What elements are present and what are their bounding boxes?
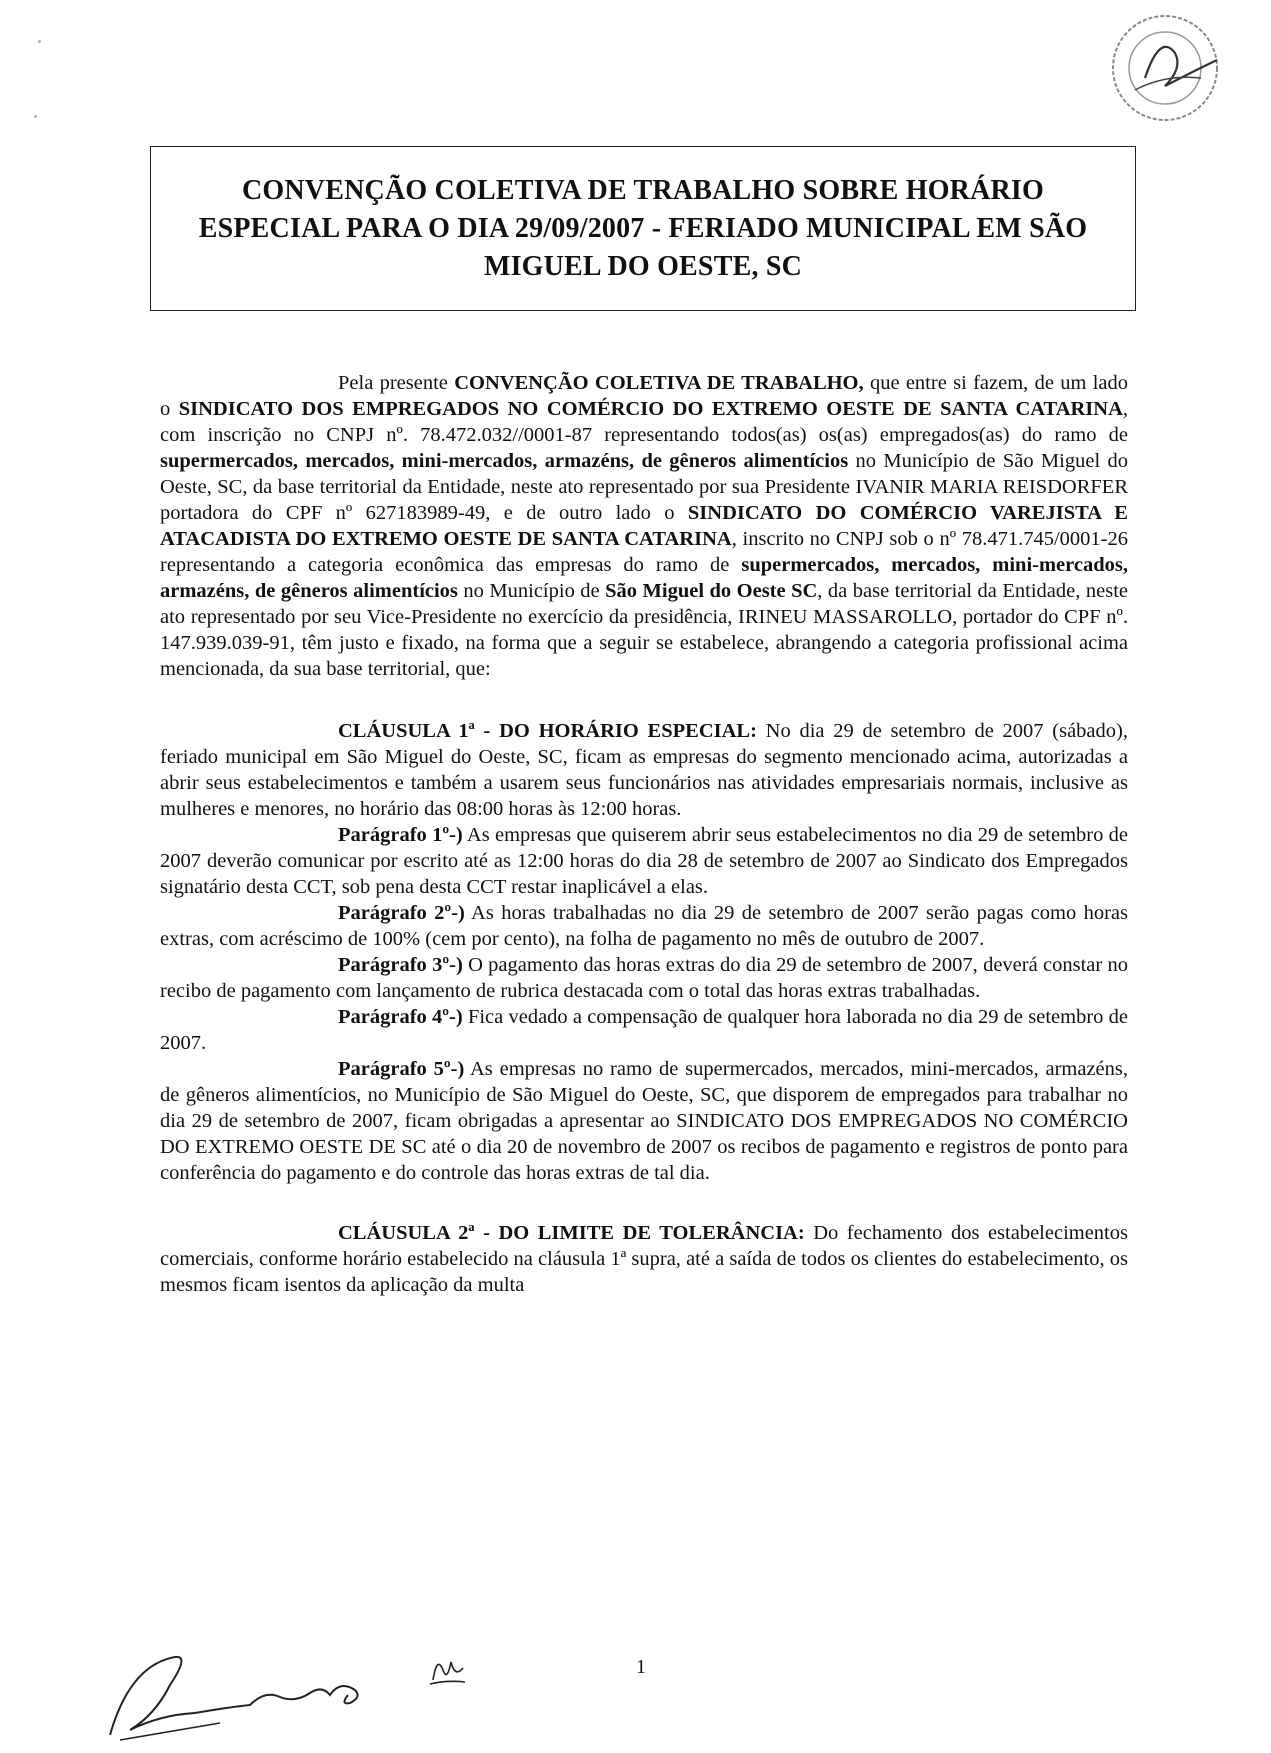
clause-2 xyxy=(160,1220,1128,1298)
document-title-box xyxy=(150,146,1136,311)
initials-icon xyxy=(425,1650,470,1690)
intro-text: , com inscrição no CNPJ nº. 78.472.032//0001-87 representando todos(as) os(as) empregados(as) do ramo de xyxy=(160,398,1129,446)
intro-text: no Município de São Miguel do Oeste, SC, da base territorial da Entidade, neste ato representado por sua Presidente IVANIR MARIA REISDORFER portadora do CPF nº 627183989-49, e de outro lado o xyxy=(160,450,1128,524)
union-employers-name: SINDICATO DO COMÉRCIO VAREJISTA E ATACADISTA DO EXTREMO OESTE DE SANTA CATARINA xyxy=(160,502,1128,550)
paragraph-3 xyxy=(160,952,1128,1004)
paragraph-text: As horas trabalhadas no dia 29 de setembro de 2007 serão pagas como horas extras, com acréscimo de 100% (cem por cento), na folha de pagamento no mês de outubro de 2007. xyxy=(160,902,1128,950)
intro-bold: supermercados, mercados, mini-mercados, armazéns, de gêneros alimentícios xyxy=(160,554,1128,602)
intro-text: , da base territorial da Entidade, neste ato representado por seu Vice-Presidente no exercício da presidência, IRINEU MASSAROLLO, portador do CPF nº. 147.939.039-91, têm justo e fixado, na forma que a seguir se estabelece, abrangendo a categoria profissional acima mencionada, da sua base territorial, que: xyxy=(160,580,1128,680)
intro-bold: São Miguel do Oeste SC xyxy=(605,580,818,602)
title-line: ESPECIAL PARA O DIA 29/09/2007 - FERIADO MUNICIPAL EM SÃO xyxy=(198,212,1088,244)
scan-speck xyxy=(34,115,37,118)
title-line: CONVENÇÃO COLETIVA DE TRABALHO SOBRE HORÁRIO xyxy=(241,174,1045,206)
paragraph-5 xyxy=(160,1056,1128,1186)
clause-1-text: No dia 29 de setembro de 2007 (sábado), feriado municipal em São Miguel do Oeste, SC, ficam as empresas do segmento mencionado acima, autorizadas a abrir seus estabelecimentos e também a usarem seus funcionários nas atividades empresariais normais, inclusive as mulheres e menores, no horário das 08:00 horas às 12:00 horas. xyxy=(160,720,1128,820)
intro-paragraph xyxy=(160,370,1128,682)
official-stamp-icon xyxy=(1105,8,1225,128)
intro-text: que entre si fazem, de um lado o xyxy=(160,372,1129,420)
intro-text: , inscrito no CNPJ sob o nº 78.471.745/0001-26 representando a categoria econômica das empresas do ramo de xyxy=(160,528,1129,576)
union-employees-name: SINDICATO DOS EMPREGADOS NO COMÉRCIO DO EXTREMO OESTE DE SANTA CATARINA xyxy=(178,398,1123,420)
paragraph-label: Parágrafo 5º-) xyxy=(338,1058,465,1080)
clause-2-heading: CLÁUSULA 2ª - DO LIMITE DE TOLERÂNCIA: xyxy=(338,1222,805,1244)
document-body xyxy=(160,370,1128,1298)
paragraph-label: Parágrafo 3º-) xyxy=(338,954,463,976)
clause-2-text: Do fechamento dos estabelecimentos comerciais, conforme horário estabelecido na cláusula 1ª supra, até a saída de todos os clientes do estabelecimento, os mesmos ficam isentos da aplicação da multa xyxy=(160,1222,1128,1296)
paragraph-text: O pagamento das horas extras do dia 29 de setembro de 2007, deverá constar no recibo de pagamento com lançamento de rubrica destacada com o total das horas extras trabalhadas. xyxy=(160,954,1128,1002)
paragraph-1 xyxy=(160,822,1128,900)
paragraph-label: Parágrafo 1º-) xyxy=(338,824,463,846)
intro-text: Pela presente xyxy=(338,372,455,394)
intro-text: no Município de xyxy=(457,580,606,602)
paragraph-label: Parágrafo 2º-) xyxy=(338,902,465,924)
paragraph-label: Parágrafo 4º-) xyxy=(338,1006,463,1028)
paragraph-2 xyxy=(160,900,1128,952)
paragraph-text: Fica vedado a compensação de qualquer hora laborada no dia 29 de setembro de 2007. xyxy=(160,1006,1129,1054)
scan-speck xyxy=(38,40,41,43)
paragraph-text: As empresas no ramo de supermercados, mercados, mini-mercados, armazéns, de gêneros alimentícios, no Município de São Miguel do Oeste, SC, que disporem de empregados para trabalhar no dia 29 de setembro de 2007, ficam obrigadas a apresentar ao SINDICATO DOS EMPREGADOS NO COMÉRCIO DO EXTREMO OESTE DE SC até o dia 20 de novembro de 2007 os recibos de pagamento e registros de ponto para conferência do pagamento e do controle das horas extras de tal dia. xyxy=(160,1058,1128,1184)
signature-icon xyxy=(100,1645,400,1745)
intro-bold: supermercados, mercados, mini-mercados, armazéns, de gêneros alimentícios xyxy=(160,450,849,472)
clause-1-heading: CLÁUSULA 1ª - DO HORÁRIO ESPECIAL: xyxy=(338,720,757,742)
clause-1 xyxy=(160,718,1128,822)
paragraph-4 xyxy=(160,1004,1128,1056)
title-line: MIGUEL DO OESTE, SC xyxy=(483,250,803,282)
intro-bold: CONVENÇÃO COLETIVA DE TRABALHO, xyxy=(454,372,864,394)
page-number: 1 xyxy=(636,1656,646,1678)
paragraph-text: As empresas que quiserem abrir seus estabelecimentos no dia 29 de setembro de 2007 deverão comunicar por escrito até as 12:00 horas do dia 28 de setembro de 2007 ao Sindicato dos Empregados signatário desta CCT, sob pena desta CCT restar inaplicável a elas. xyxy=(160,824,1128,898)
